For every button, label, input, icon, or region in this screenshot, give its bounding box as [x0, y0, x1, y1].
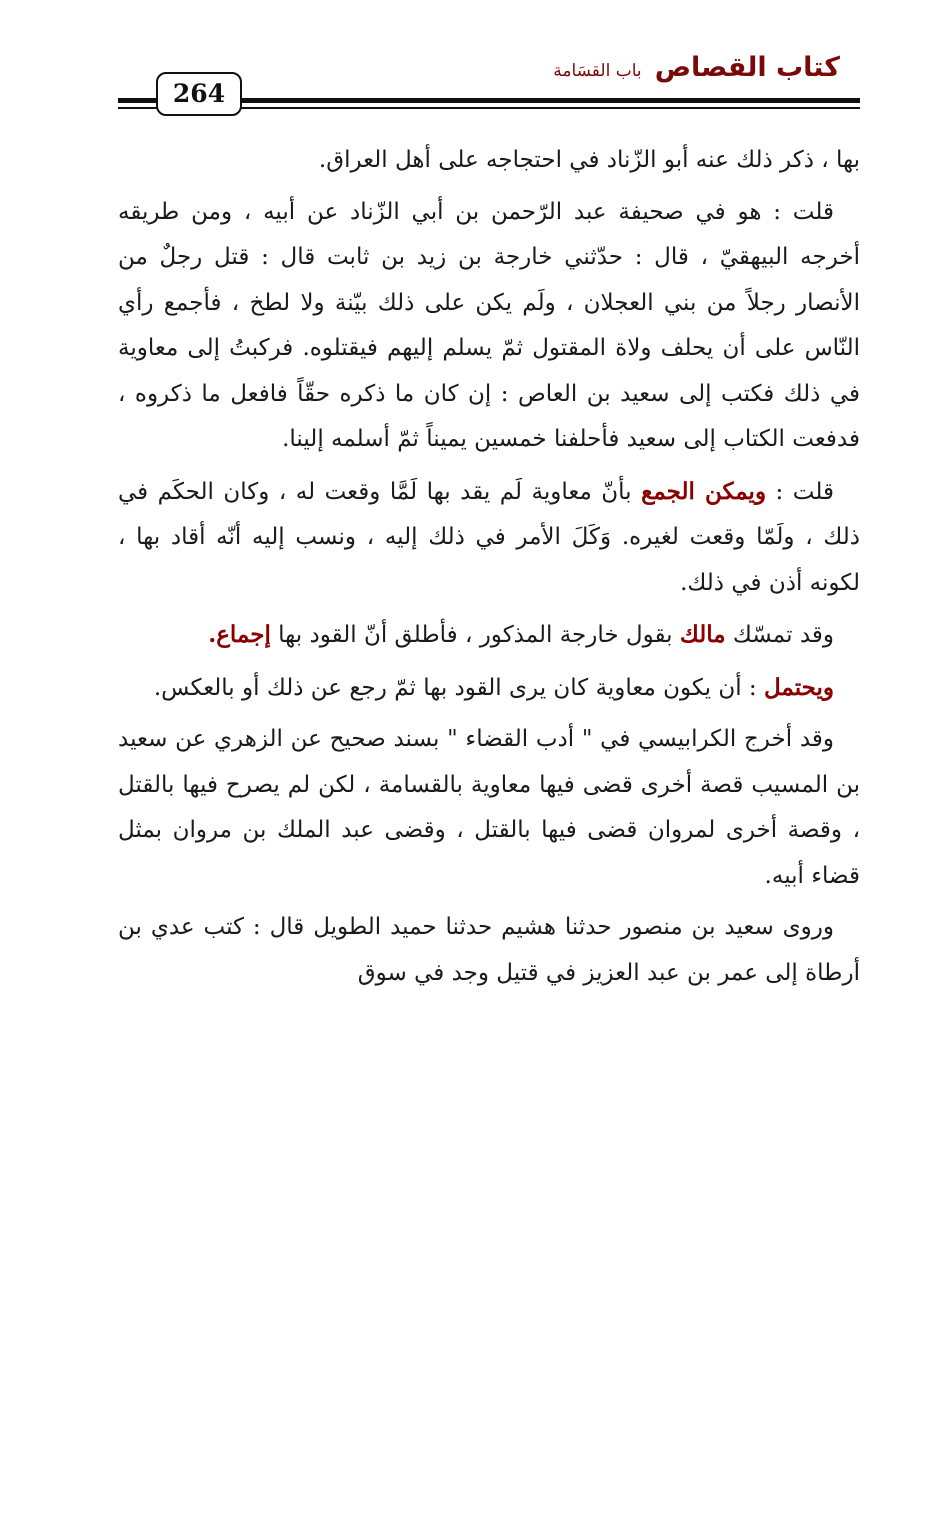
paragraph-5-rest: : أن يكون معاوية كان يرى القود بها ثمّ رجع عن ذلك أو بالعكس.: [153, 674, 764, 701]
highlight-ijma: إجماع.: [208, 621, 271, 648]
page-number: 264: [156, 72, 242, 116]
highlight-yahtamil: ويحتمل: [763, 673, 834, 701]
paragraph-1: بها ، ذكر ذلك عنه أبو الزّناد في احتجاجه على أهل العراق.: [318, 147, 860, 173]
highlight-yumkin-al-jam: ويمكن الجمع: [641, 477, 767, 505]
chapter-title: باب القسَامة: [553, 61, 642, 81]
page-header: [0, 0, 945, 120]
paragraph-3-rest: بأنّ معاوية لَم يقد بها لَمَّا وقعت له ، وكان الحكَم في ذلك ، ولَمّا وقعت لغيره. وَكَلَ الأمر في ذلك إليه ، ونسب إليه أنّه أقاد بها ، لكونه أذن في ذلك.: [118, 478, 860, 596]
paragraph-4-start: وقد تمسّك: [725, 622, 834, 648]
paragraph-4-mid: بقول خارجة المذكور ، فأطلق أنّ القود بها: [270, 622, 680, 648]
paragraph-3-start: قلت :: [766, 478, 834, 505]
paragraph-7: وروى سعيد بن منصور حدثنا هشيم حدثنا حميد الطويل قال : كتب عدي بن أرطاة إلى عمر بن عبد العزيز في قتيل وجد في سوق: [118, 914, 860, 986]
paragraph-3: [118, 469, 860, 607]
highlight-malik: مالك: [679, 621, 726, 648]
paragraph-6: وقد أخرج الكرابيسي في " أدب القضاء " بسند صحيح عن الزهري عن سعيد بن المسيب قصة أخرى قضى فيها معاوية بالقسامة ، لكن لم يصرح فيها بالقتل ، وقصة أخرى لمروان قضى فيها بالقتل ، وقضى عبد الملك بن مروان بمثل قضاء أبيه.: [118, 726, 860, 889]
header-title: [553, 52, 840, 83]
book-title: كتاب القصاص: [654, 52, 840, 83]
page-body: [118, 138, 860, 1002]
paragraph-4: [118, 612, 860, 659]
paragraph-5: [118, 665, 860, 712]
paragraph-2: قلت : هو في صحيفة عبد الرّحمن بن أبي الزّناد عن أبيه ، ومن طريقه أخرجه البيهقيّ ، قال : حدّثني خارجة بن زيد بن ثابت قال : قتل رجلٌ من الأنصار رجلاً من بني العجلان ، ولَم يكن على ذلك بيّنة ولا لطخ ، فأجمع رأي النّاس على أن يحلف ولاة المقتول ثمّ يسلم إليهم فيقتلوه. فركبتُ إلى معاوية في ذلك فكتب إلى سعيد بن العاص : إن كان ما ذكره حقّاً فافعل ما ذكروه ، فدفعت الكتاب إلى سعيد فأحلفنا خمسين يميناً ثمّ أسلمه إلينا.: [118, 198, 860, 452]
